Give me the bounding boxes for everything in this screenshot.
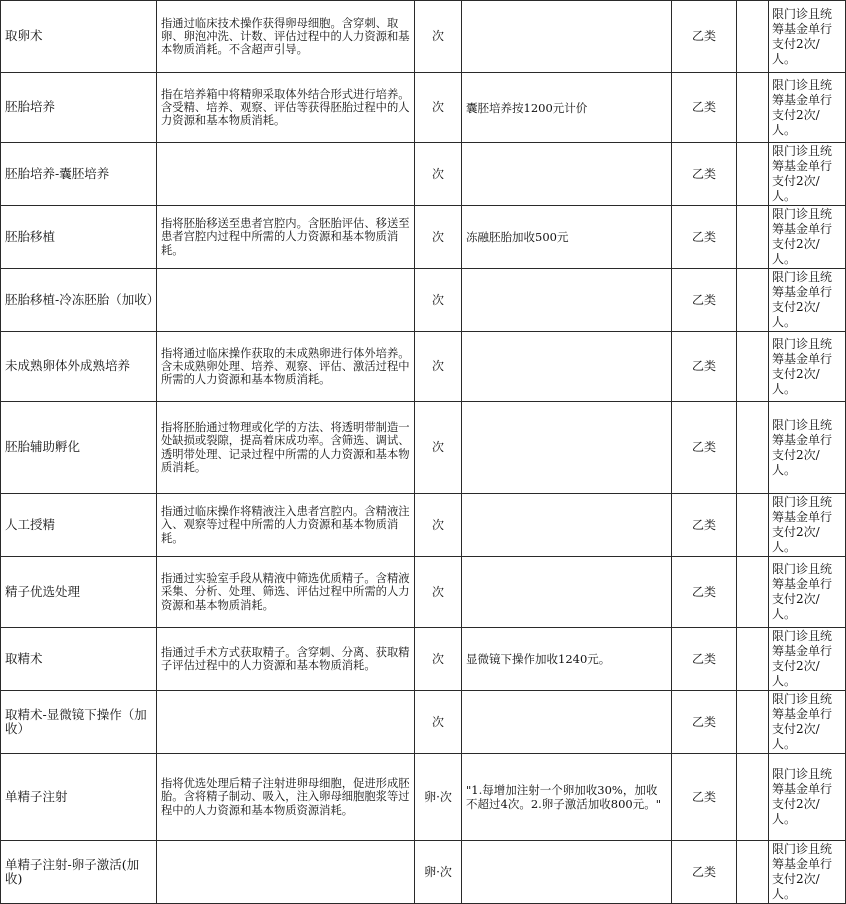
category-cell: 乙类 (672, 332, 737, 402)
item-name-cell: 单精子注射 (1, 754, 157, 841)
unit-cell: 次 (415, 73, 462, 143)
pricing-note-cell (462, 1, 672, 73)
table-row (1, 691, 846, 754)
pricing-note-cell (462, 143, 672, 206)
payment-limit-cell: 限门诊且统筹基金单行支付2次/人。 (769, 628, 846, 691)
payment-limit-cell: 限门诊且统筹基金单行支付2次/人。 (769, 402, 846, 494)
item-name-cell: 取卵术 (1, 1, 157, 73)
unit-cell: 次 (415, 402, 462, 494)
blank-cell (737, 332, 769, 402)
item-description-cell (157, 269, 415, 332)
payment-limit-cell: 限门诊且统筹基金单行支付2次/人。 (769, 143, 846, 206)
item-description-cell: 指通过手术方式获取精子。含穿刺、分离、获取精子评估过程中的人力资源和基本物质消耗。 (157, 628, 415, 691)
item-name-cell: 精子优选处理 (1, 557, 157, 628)
unit-cell: 次 (415, 494, 462, 557)
category-cell: 乙类 (672, 402, 737, 494)
item-name-cell: 胚胎培养-囊胚培养 (1, 143, 157, 206)
item-name-cell: 胚胎辅助孵化 (1, 402, 157, 494)
payment-limit-cell: 限门诊且统筹基金单行支付2次/人。 (769, 494, 846, 557)
unit-cell: 次 (415, 332, 462, 402)
blank-cell (737, 206, 769, 269)
table-row (1, 269, 846, 332)
category-cell: 乙类 (672, 1, 737, 73)
unit-cell: 卵·次 (415, 754, 462, 841)
item-description-cell: 指将通过临床操作获取的未成熟卵进行体外培养。含未成熟卵处理、培养、观察、评估、激活过程中所需的人力资源和基本物质消耗。 (157, 332, 415, 402)
item-name-cell: 取精术 (1, 628, 157, 691)
payment-limit-cell: 限门诊且统筹基金单行支付2次/人。 (769, 332, 846, 402)
table-row (1, 143, 846, 206)
item-description-cell: 指在培养箱中将精卵采取体外结合形式进行培养。含受精、培养、观察、评估等获得胚胎过程中的人力资源和基本物质消耗。 (157, 73, 415, 143)
table-row (1, 628, 846, 691)
category-cell: 乙类 (672, 206, 737, 269)
unit-cell: 次 (415, 691, 462, 754)
item-name-cell: 取精术-显微镜下操作（加收） (1, 691, 157, 754)
category-cell: 乙类 (672, 143, 737, 206)
table-row (1, 557, 846, 628)
category-cell: 乙类 (672, 73, 737, 143)
category-cell: 乙类 (672, 557, 737, 628)
pricing-note-cell (462, 332, 672, 402)
item-description-cell: 指将胚胎通过物理或化学的方法、将透明带制造一处缺损或裂隙，提高着床成功率。含筛选、调试、透明带处理、记录过程中所需的人力资源和基本物质消耗。 (157, 402, 415, 494)
table-row (1, 494, 846, 557)
payment-limit-cell: 限门诊且统筹基金单行支付2次/人。 (769, 1, 846, 73)
item-description-cell: 指通过临床技术操作获得卵母细胞。含穿刺、取卵、卵泡冲洗、计数、评估过程中的人力资源和基本物质消耗。不含超声引导。 (157, 1, 415, 73)
pricing-note-cell: "1.每增加注射一个卵加收30%，加收不超过4次。2.卵子激活加收800元。" (462, 754, 672, 841)
unit-cell: 次 (415, 628, 462, 691)
item-name-cell: 胚胎移植-冷冻胚胎（加收） (1, 269, 157, 332)
blank-cell (737, 73, 769, 143)
blank-cell (737, 841, 769, 904)
item-description-cell (157, 841, 415, 904)
table-row (1, 332, 846, 402)
item-description-cell: 指通过临床操作将精液注入患者宫腔内。含精液注入、观察等过程中所需的人力资源和基本物质消耗。 (157, 494, 415, 557)
blank-cell (737, 754, 769, 841)
blank-cell (737, 269, 769, 332)
unit-cell: 次 (415, 143, 462, 206)
table-row (1, 206, 846, 269)
category-cell: 乙类 (672, 691, 737, 754)
blank-cell (737, 557, 769, 628)
category-cell: 乙类 (672, 494, 737, 557)
payment-limit-cell: 限门诊且统筹基金单行支付2次/人。 (769, 754, 846, 841)
pricing-note-cell (462, 494, 672, 557)
unit-cell: 次 (415, 269, 462, 332)
payment-limit-cell: 限门诊且统筹基金单行支付2次/人。 (769, 841, 846, 904)
pricing-note-cell (462, 402, 672, 494)
blank-cell (737, 1, 769, 73)
table-row (1, 754, 846, 841)
table-row (1, 73, 846, 143)
item-name-cell: 胚胎移植 (1, 206, 157, 269)
payment-limit-cell: 限门诊且统筹基金单行支付2次/人。 (769, 269, 846, 332)
item-description-cell: 指将胚胎移送至患者宫腔内。含胚胎评估、移送至患者宫腔内过程中所需的人力资源和基本物质消耗。 (157, 206, 415, 269)
pricing-note-cell: 显微镜下操作加收1240元。 (462, 628, 672, 691)
payment-limit-cell: 限门诊且统筹基金单行支付2次/人。 (769, 73, 846, 143)
pricing-note-cell (462, 691, 672, 754)
table-row (1, 402, 846, 494)
unit-cell: 次 (415, 557, 462, 628)
unit-cell: 次 (415, 206, 462, 269)
category-cell: 乙类 (672, 754, 737, 841)
blank-cell (737, 494, 769, 557)
item-name-cell: 胚胎培养 (1, 73, 157, 143)
table-body (1, 1, 846, 904)
item-description-cell: 指通过实验室手段从精液中筛选优质精子。含精液采集、分析、处理、筛选、评估过程中所需的人力资源和基本物质消耗。 (157, 557, 415, 628)
payment-limit-cell: 限门诊且统筹基金单行支付2次/人。 (769, 557, 846, 628)
pricing-note-cell (462, 557, 672, 628)
item-name-cell: 未成熟卵体外成熟培养 (1, 332, 157, 402)
pricing-note-cell: 冻融胚胎加收500元 (462, 206, 672, 269)
category-cell: 乙类 (672, 628, 737, 691)
item-name-cell: 人工授精 (1, 494, 157, 557)
table-row (1, 1, 846, 73)
pricing-note-cell: 囊胚培养按1200元计价 (462, 73, 672, 143)
item-description-cell (157, 691, 415, 754)
blank-cell (737, 143, 769, 206)
pricing-note-cell (462, 269, 672, 332)
blank-cell (737, 402, 769, 494)
pricing-note-cell (462, 841, 672, 904)
blank-cell (737, 628, 769, 691)
item-description-cell: 指将优选处理后精子注射进卵母细胞，促进形成胚胎。含将精子制动、吸入，注入卵母细胞胞浆等过程中的人力资源和基本物质资源消耗。 (157, 754, 415, 841)
unit-cell: 卵·次 (415, 841, 462, 904)
payment-limit-cell: 限门诊且统筹基金单行支付2次/人。 (769, 691, 846, 754)
category-cell: 乙类 (672, 841, 737, 904)
category-cell: 乙类 (672, 269, 737, 332)
item-description-cell (157, 143, 415, 206)
item-name-cell: 单精子注射-卵子激活(加收) (1, 841, 157, 904)
payment-limit-cell: 限门诊且统筹基金单行支付2次/人。 (769, 206, 846, 269)
blank-cell (737, 691, 769, 754)
unit-cell: 次 (415, 1, 462, 73)
table-row (1, 841, 846, 904)
